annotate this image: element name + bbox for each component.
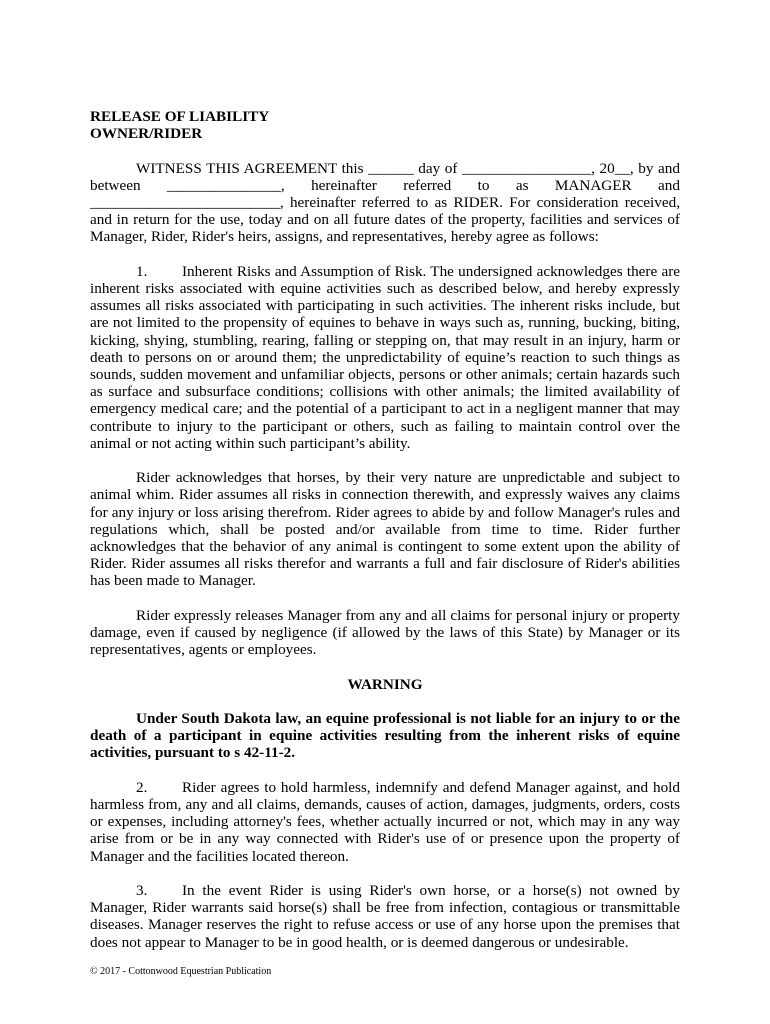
- section-1-text: Inherent Risks and Assumption of Risk. The undersigned acknowledges there are inherent risks associated with equine activities such as described below, and hereby expressly assumes all risks associated with participating in such activities. The inherent risks include, but are not limited to the propensity of equines to behave in ways such as, running, bucking, biting, kicking, shying, stumbling, rearing, falling or stepping on, that may result in an injury, harm or death to persons on or around them; the unpredictability of equine’s reaction to such things as sounds, sudden movement and unfamiliar objects, persons or other animals; certain hazards such as surface and subsurface conditions; collisions with other animals; the limited availability of emergency medical care; and the potential of a participant to act in a negligent manner that may contribute to injury to the participant or others, such as failing to maintain control over the animal or not acting within such participant’s ability.: [90, 262, 680, 452]
- section-1: [90, 263, 680, 452]
- section-2-text: Rider agrees to hold harmless, indemnify and defend Manager against, and hold harmless from, any and all claims, demands, causes of action, damages, judgments, orders, costs or expenses, including attorney's fees, whether actually incurred or not, which may in any way arise from or be in any way connected with Rider's use of or presence upon the property of Manager and the facilities located thereon.: [90, 778, 680, 865]
- spacer: [90, 590, 680, 607]
- section-3: [90, 882, 680, 951]
- section-3-number: 3.: [136, 882, 148, 900]
- intro-paragraph: WITNESS THIS AGREEMENT this ______ day of _________________, 20__, by and between _______________, hereinafter referred to as MANAGER and _________________________, hereinafter referred to as RIDER. For consideration received, and in return for the use, today and on all future dates of the property, facilities and services of Manager, Rider, Rider's heirs, assigns, and representatives, hereby agree as follows:: [90, 159, 680, 246]
- spacer: [90, 452, 680, 469]
- spacer: [90, 142, 680, 159]
- warning-heading: WARNING: [347, 675, 423, 693]
- document-title: RELEASE OF LIABILITY: [90, 108, 270, 125]
- rider-release-paragraph: Rider expressly releases Manager from any and all claims for personal injury or property damage, even if caused by negligence (if allowed by the laws of this State) by Manager or its representatives, agents or employees.: [90, 606, 680, 659]
- spacer: [90, 693, 680, 710]
- rider-acknowledgement-paragraph: Rider acknowledges that horses, by their very nature are unpredictable and subject to animal whim. Rider assumes all risks in connection therewith, and expressly waives any claims for any injury or loss arising therefrom. Rider agrees to abide by and follow Manager's rules and regulations which, shall be posted and/or available from time to time. Rider further acknowledges that the behavior of any animal is contingent to some extent upon the ability of Rider. Rider assumes all risks therefor and warrants a full and fair disclosure of Rider's abilities has been made to Manager.: [90, 469, 680, 590]
- section-2-number: 2.: [136, 778, 148, 796]
- copyright-footer: © 2017 - Cottonwood Equestrian Publication: [90, 966, 272, 977]
- warning-text: Under South Dakota law, an equine professional is not liable for an injury to or the death of a participant in equine activities resulting from the inherent risks of equine activities, pursuant to s 42-11-2.: [90, 710, 680, 762]
- section-2: [90, 779, 680, 865]
- section-3-text: In the event Rider is using Rider's own horse, or a horse(s) not owned by Manager, Rider warrants said horse(s) shall be free from infection, contagious or transmittable diseases. Manager reserves the right to refuse access or use of any horse upon the premises that does not appear to Manager to be in good health, or is deemed dangerous or undesirable.: [90, 882, 680, 951]
- spacer: [90, 762, 680, 779]
- document-subtitle: OWNER/RIDER: [90, 125, 203, 143]
- spacer: [90, 246, 680, 263]
- spacer: [90, 658, 680, 675]
- section-1-number: 1.: [136, 262, 148, 280]
- spacer: [90, 865, 680, 882]
- document-page: [90, 108, 680, 951]
